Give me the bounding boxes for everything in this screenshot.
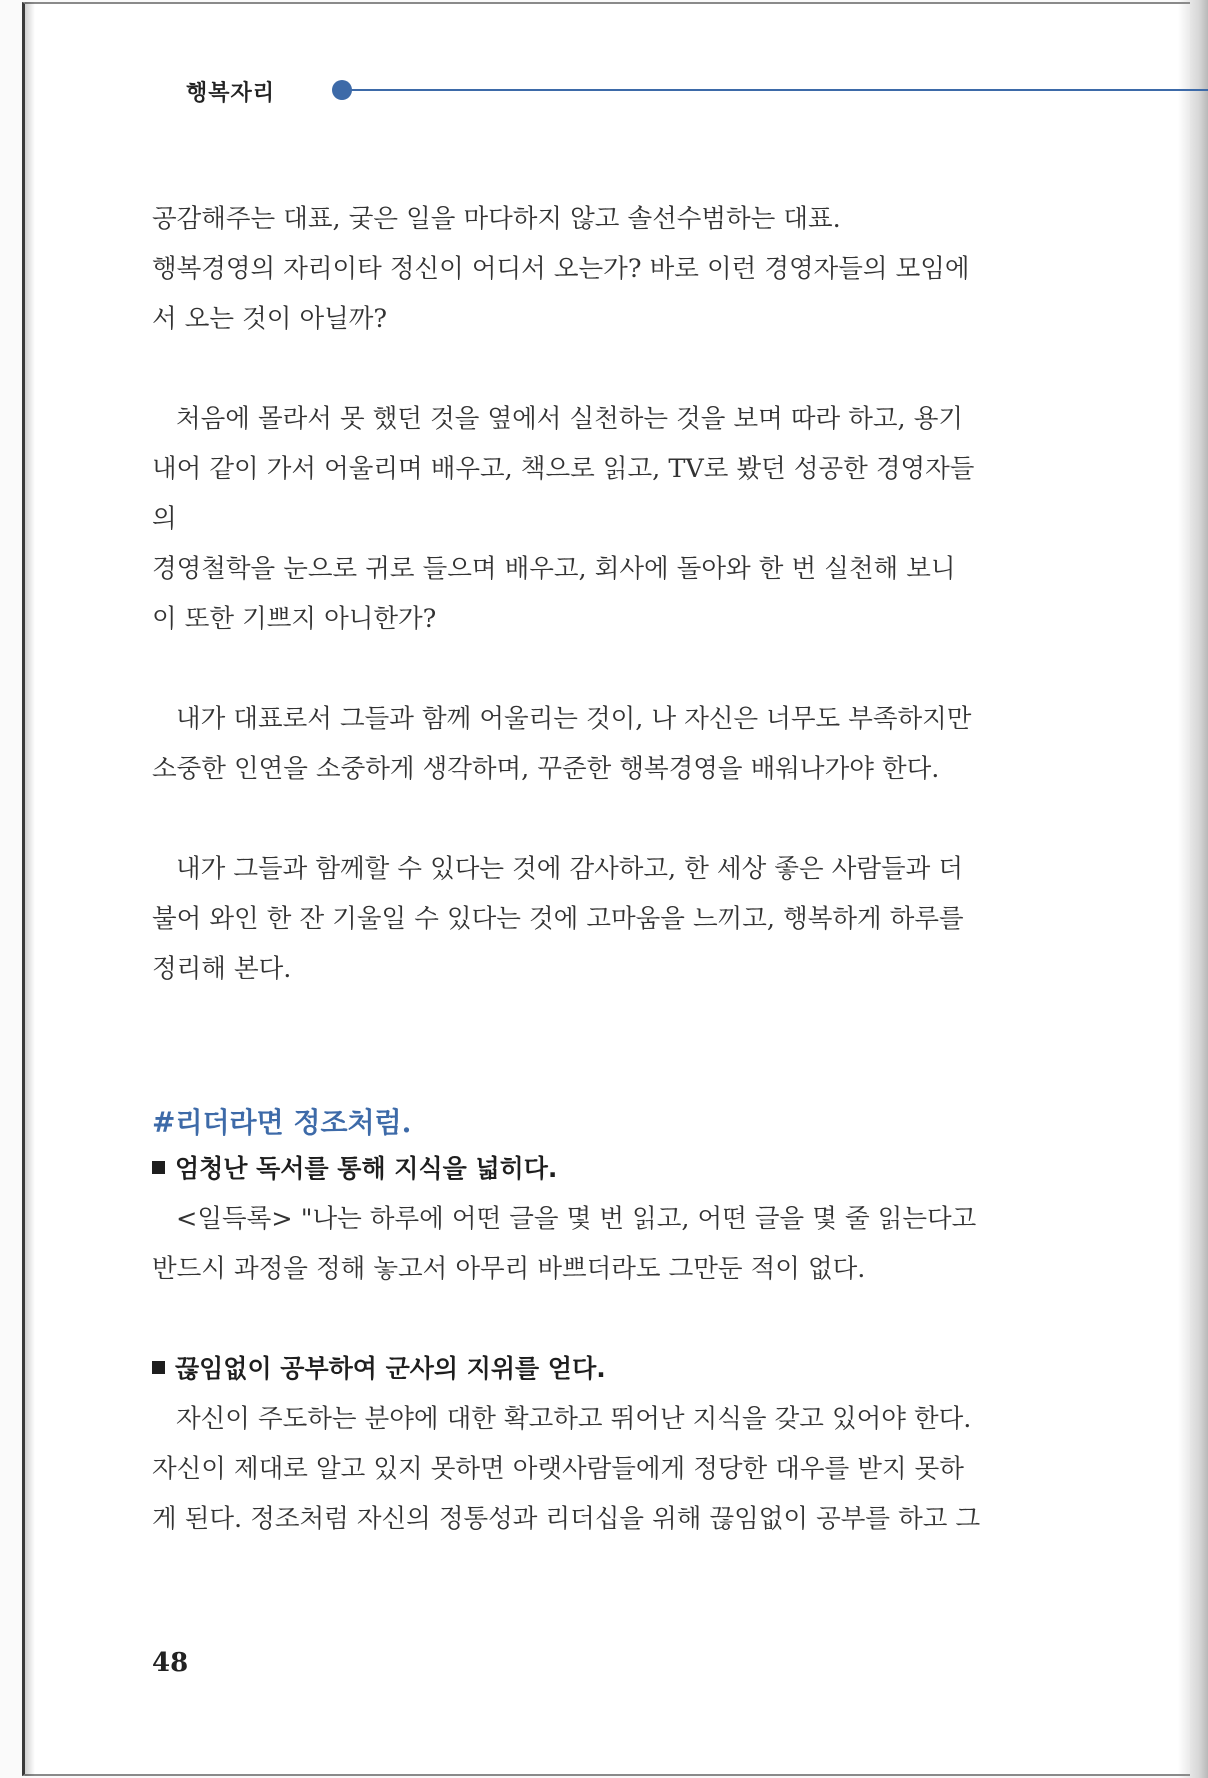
text-line: 게 된다. 정조처럼 자신의 정통성과 리더십을 위해 끊임없이 공부를 하고 그 (152, 1504, 981, 1534)
text-line: 의 (152, 504, 177, 534)
paragraph (152, 694, 1022, 794)
text-line: <일득록> "나는 하루에 어떤 글을 몇 번 읽고, 어떤 글을 몇 줄 읽는다고 (176, 1204, 977, 1234)
text-line: 처음에 몰라서 못 했던 것을 옆에서 실천하는 것을 보며 따라 하고, 용기 (176, 404, 963, 434)
square-bullet-icon (152, 1361, 165, 1374)
paragraph (152, 394, 1022, 644)
bullet-heading (152, 1144, 1022, 1194)
page-number: 48 (152, 1648, 189, 1678)
section-gap (152, 994, 1022, 1094)
paragraph (152, 194, 1022, 344)
paragraph-gap (152, 1294, 1022, 1344)
bullet-heading-text: 엄청난 독서를 통해 지식을 넓히다. (175, 1154, 558, 1183)
text-line: 내가 그들과 함께할 수 있다는 것에 감사하고, 한 세상 좋은 사람들과 더 (176, 854, 963, 884)
page-edge-shadow (1178, 0, 1208, 1778)
text-line: 행복경영의 자리이타 정신이 어디서 오는가? 바로 이런 경영자들의 모임에 (152, 254, 970, 284)
text-line: 자신이 주도하는 분야에 대한 확고하고 뛰어난 지식을 갖고 있어야 한다. (176, 1404, 972, 1434)
square-bullet-icon (152, 1161, 165, 1174)
text-line: 반드시 과정을 정해 놓고서 아무리 바쁘더라도 그만둔 적이 없다. (152, 1254, 866, 1284)
text-line: 소중한 인연을 소중하게 생각하며, 꾸준한 행복경영을 배워나가야 한다. (152, 754, 940, 784)
running-header-title: 행복자리 (186, 81, 276, 106)
text-line: 내가 대표로서 그들과 함께 어울리는 것이, 나 자신은 너무도 부족하지만 (176, 704, 972, 734)
text-line: 불어 와인 한 잔 기울일 수 있다는 것에 고마움을 느끼고, 행복하게 하루를 (152, 904, 964, 934)
text-line: 자신이 제대로 알고 있지 못하면 아랫사람들에게 정당한 대우를 받지 못하 (152, 1454, 964, 1484)
text-line: 내어 같이 가서 어울리며 배우고, 책으로 읽고, TV로 봤던 성공한 경영자들 (152, 454, 975, 484)
header-rule (348, 89, 1208, 91)
text-line: 서 오는 것이 아닐까? (152, 304, 388, 334)
text-line: 정리해 본다. (152, 954, 292, 984)
paragraph-gap (152, 344, 1022, 394)
paragraph (152, 844, 1022, 994)
text-line: 이 또한 기쁘지 아니한가? (152, 604, 437, 634)
paragraph-gap (152, 794, 1022, 844)
bullet-heading-text: 끊임없이 공부하여 군사의 지위를 얻다. (175, 1354, 606, 1383)
body-text (152, 194, 1022, 1544)
text-line: 공감해주는 대표, 궂은 일을 마다하지 않고 솔선수범하는 대표. (152, 204, 841, 234)
text-line: 경영철학을 눈으로 귀로 들으며 배우고, 회사에 돌아와 한 번 실천해 보니 (152, 554, 956, 584)
spine-shadow (25, 2, 35, 1776)
bullet-heading (152, 1344, 1022, 1394)
section-title: #리더라면 정조처럼. (152, 1106, 412, 1139)
paragraph-gap (152, 644, 1022, 694)
